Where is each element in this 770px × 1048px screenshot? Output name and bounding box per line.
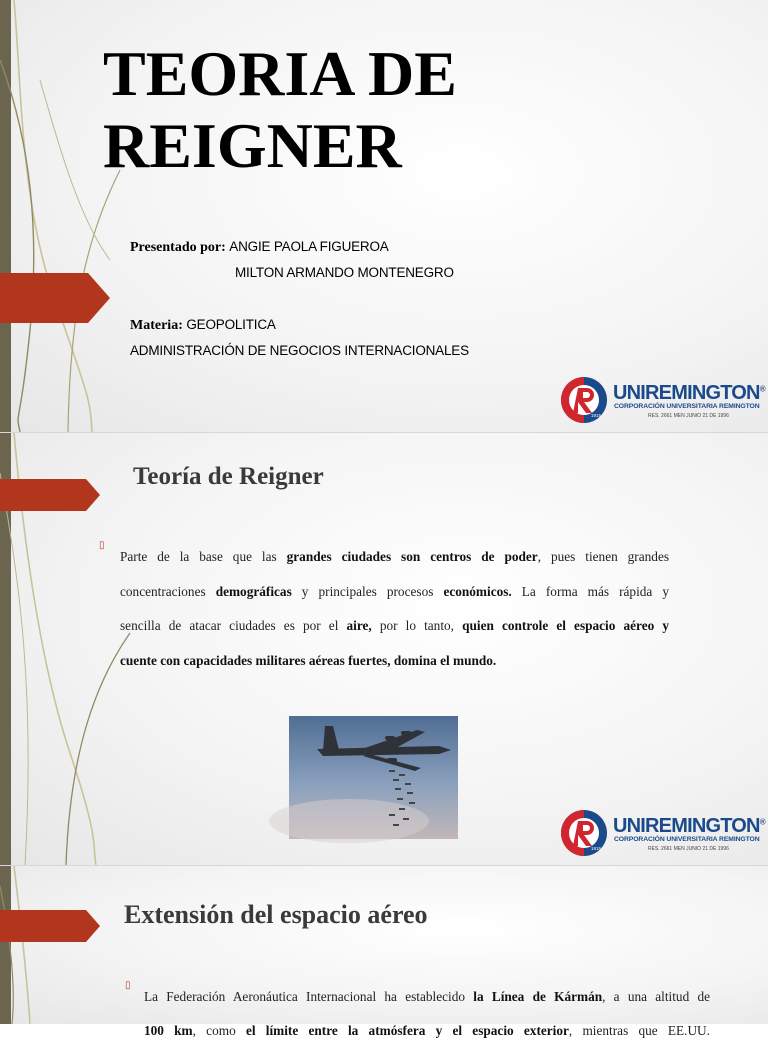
subject-value: GEOPOLITICA xyxy=(186,317,276,332)
page-title xyxy=(103,38,663,182)
left-accent-bar xyxy=(0,866,11,1024)
bold-emphasis: económicos. xyxy=(443,583,512,599)
paragraph-line: La Federación Aeronáutica Internacional ha establecido la Línea de Kármán, a una altitud de xyxy=(144,989,711,1004)
logo-brand-text: UNIREMINGTON® xyxy=(613,815,765,837)
subject-line xyxy=(130,317,276,334)
title-line-1: TEORIA DE xyxy=(103,38,457,109)
paragraph-line: Parte de la base que las grandes ciudades son centros de poder, pues tienen grandes xyxy=(120,549,670,564)
decorative-vine-lines xyxy=(0,866,140,1024)
uniremington-logo xyxy=(560,376,770,426)
left-accent-bar xyxy=(0,0,11,432)
slide-title: Teoría de Reigner xyxy=(133,463,324,490)
emblem-year: 1915 xyxy=(591,413,602,418)
bold-emphasis: la Línea de Kármán xyxy=(473,989,603,1004)
author-2-line xyxy=(235,265,454,282)
author-2: MILTON ARMANDO MONTENEGRO xyxy=(235,265,454,280)
bomber-aircraft-image xyxy=(289,716,458,839)
uniremington-emblem-icon xyxy=(560,809,608,857)
title-line-2: REIGNER xyxy=(103,110,402,181)
emblem-year: 1915 xyxy=(591,846,602,851)
logo-resolution: RES. 2661 MEN JUNIO 21 DE 1996 xyxy=(648,413,729,419)
content-slide-espacio-aereo xyxy=(0,866,768,1038)
bullet-icon: ▯ xyxy=(99,540,105,551)
presenters-line xyxy=(130,239,389,256)
title-slide xyxy=(0,0,768,432)
bold-emphasis: el límite entre la atmósfera y el espacio exterior xyxy=(245,1023,569,1038)
subject-label: Materia: xyxy=(130,318,183,333)
paragraph-line: sencilla de atacar ciudades es por el aire, por lo tanto, quien controle el espacio aéreo y xyxy=(120,618,670,633)
bold-emphasis: cuente con capacidades militares aéreas fuertes, domina el mundo. xyxy=(120,652,497,668)
logo-subtitle: CORPORACIÓN UNIVERSITARIA REMINGTON xyxy=(614,836,760,843)
bold-emphasis: quien controle el espacio aéreo y xyxy=(462,618,670,633)
paragraph-line: concentraciones demográficas y principales procesos económicos. La forma más rápida y xyxy=(120,583,670,599)
uniremington-emblem-icon xyxy=(560,376,608,424)
bold-emphasis: grandes ciudades son centros de poder xyxy=(286,549,538,564)
paragraph-line xyxy=(120,644,669,679)
bold-emphasis: aire, xyxy=(346,618,372,633)
bold-emphasis: demográficas xyxy=(215,583,292,599)
paragraph-reigner xyxy=(120,540,669,678)
bullet-icon: ▯ xyxy=(125,980,131,991)
slide-title: Extensión del espacio aéreo xyxy=(124,900,428,929)
logo-subtitle: CORPORACIÓN UNIVERSITARIA REMINGTON xyxy=(614,403,760,410)
content-slide-teoria xyxy=(0,433,768,865)
logo-resolution: RES. 2661 MEN JUNIO 21 DE 1996 xyxy=(648,846,729,852)
program-line xyxy=(130,343,469,360)
presented-by-label: Presentado por: xyxy=(130,240,226,255)
program-value: ADMINISTRACIÓN DE NEGOCIOS INTERNACIONALES xyxy=(130,343,469,358)
paragraph-line: 100 km, como el límite entre la atmósfera y el espacio exterior, mientras que EE.UU. xyxy=(144,1023,710,1038)
paragraph-karman xyxy=(144,980,710,1048)
author-1: ANGIE PAOLA FIGUEROA xyxy=(229,239,389,254)
uniremington-logo xyxy=(560,809,770,859)
bold-emphasis: 100 km xyxy=(144,1023,193,1038)
logo-brand-text: UNIREMINGTON® xyxy=(613,382,765,404)
